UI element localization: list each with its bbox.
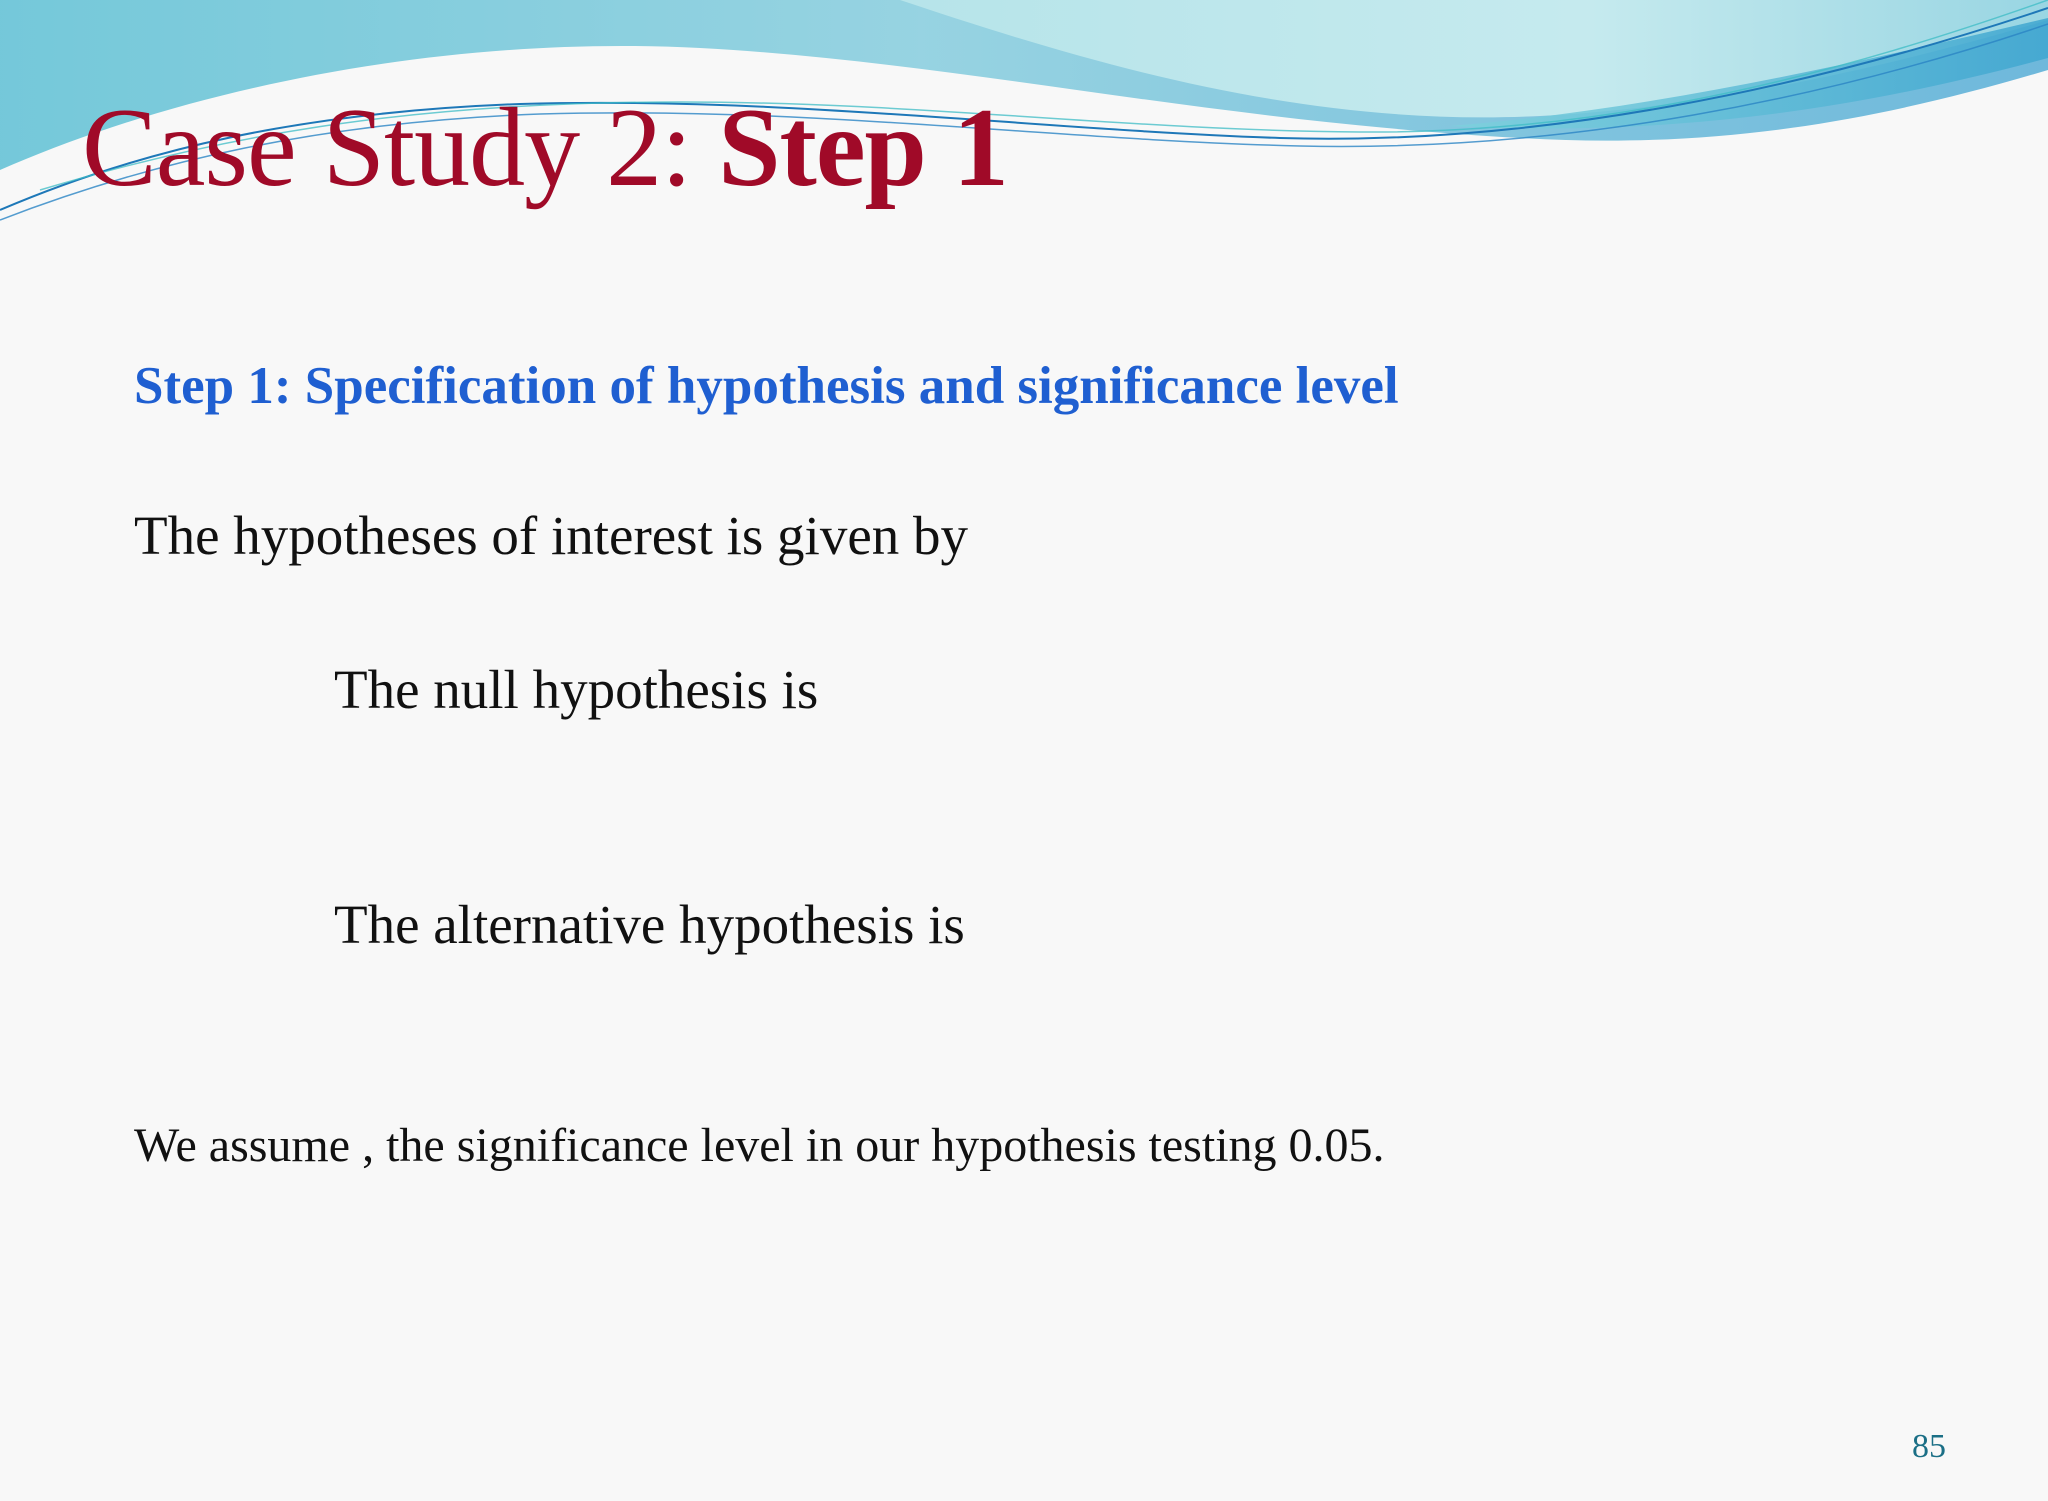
step-subheading: Step 1: Specification of hypothesis and significance level xyxy=(134,357,1399,415)
slide-title xyxy=(82,86,1008,210)
null-hypothesis-text: The null hypothesis is xyxy=(334,659,819,720)
title-prefix: Case Study 2: xyxy=(82,86,719,210)
title-emphasis: Step 1 xyxy=(718,86,1008,210)
significance-level-text: We assume , the significance level in our hypothesis testing 0.05. xyxy=(134,1119,1385,1172)
hypotheses-intro-text: The hypotheses of interest is given by xyxy=(134,505,968,566)
page-number: 85 xyxy=(1912,1428,1946,1465)
alternative-hypothesis-text: The alternative hypothesis is xyxy=(334,894,965,955)
